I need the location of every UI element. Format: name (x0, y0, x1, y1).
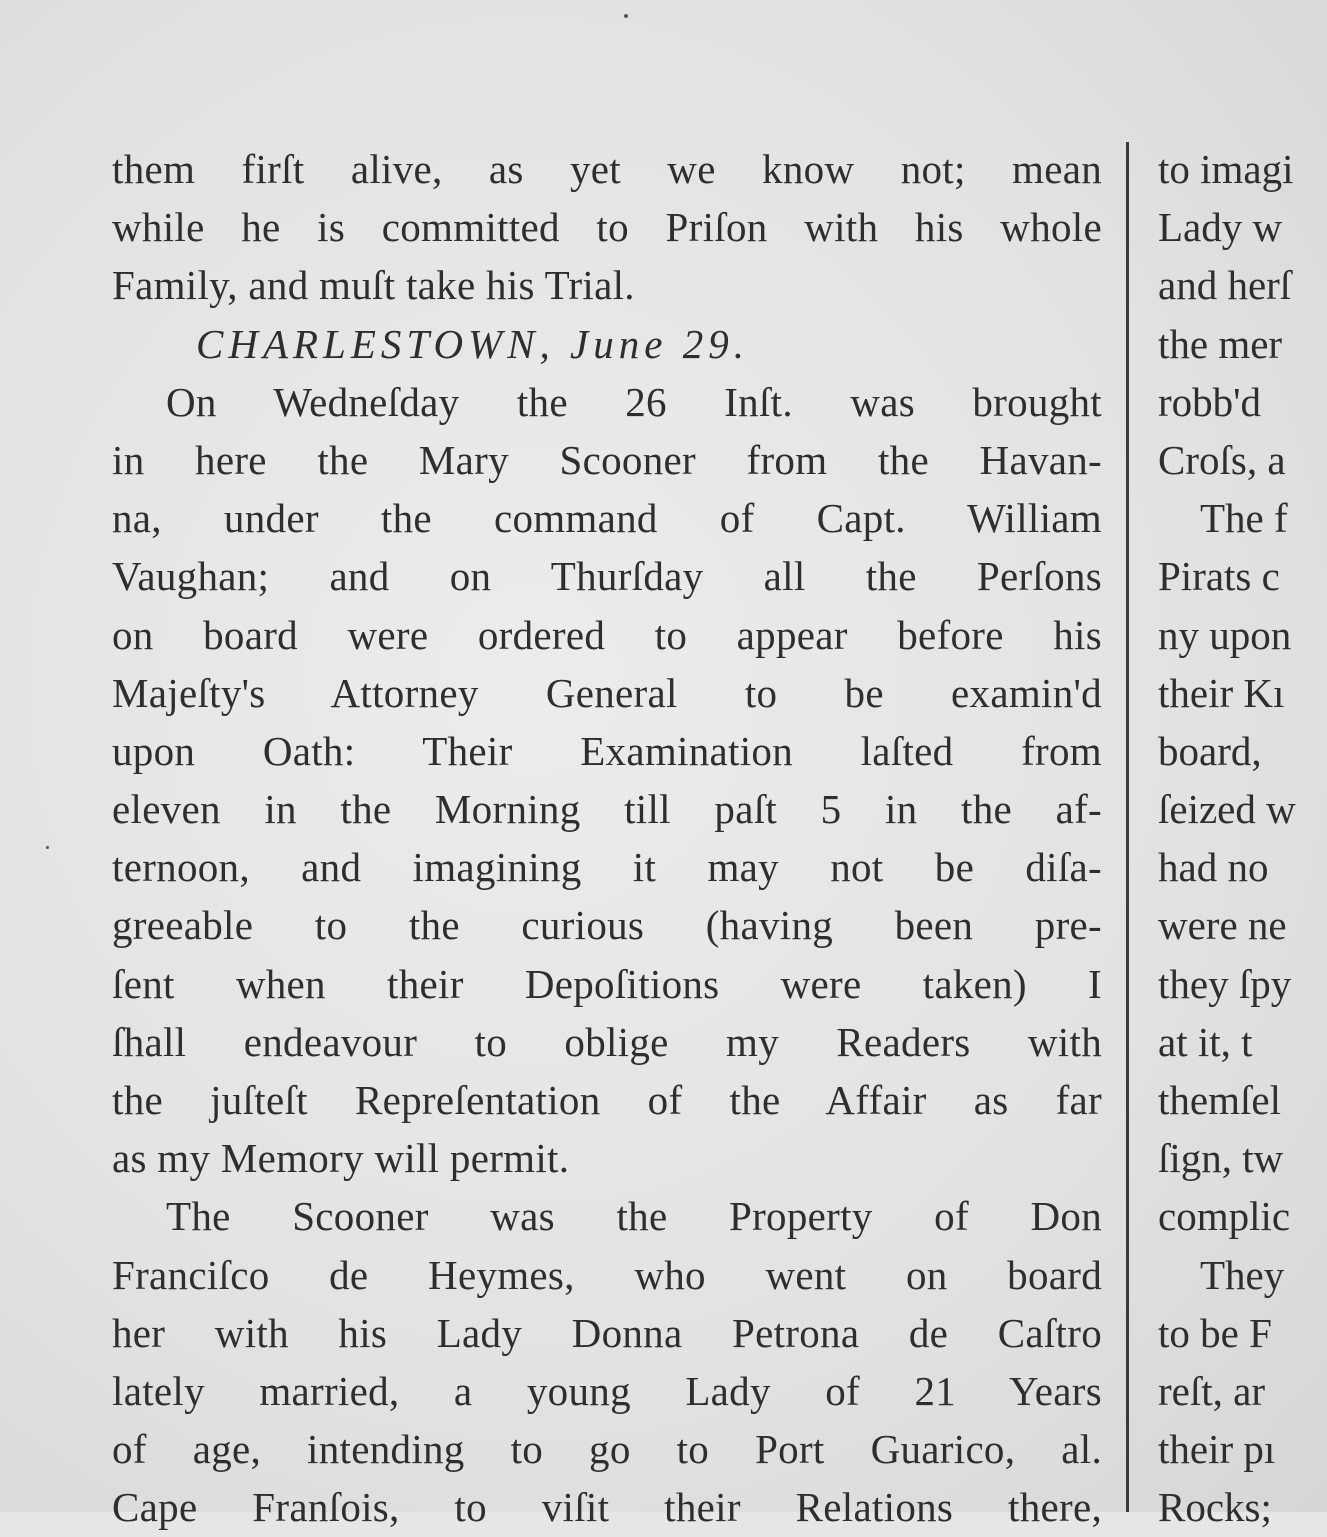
text-line: They (1200, 1251, 1285, 1298)
text-line: Vaughan; and on Thurſday all the Perſons (112, 553, 1102, 600)
text-line: to imagi (1158, 146, 1294, 192)
text-line: were ne (1158, 902, 1287, 949)
text-line: upon Oath: Their Examination laſted from (112, 727, 1102, 774)
text-line: Cape Franſois, to viſit their Relations there, (112, 1484, 1102, 1531)
text-line: ſhall endeavour to oblige my Readers with (112, 1018, 1102, 1065)
text-line: Croſs, a (1158, 436, 1286, 483)
text-line: The f (1200, 495, 1288, 542)
text-line: themſel (1158, 1077, 1281, 1123)
text-line: their pı (1158, 1426, 1276, 1473)
text-line: Family, and muſt take his Trial. (112, 262, 635, 309)
text-line: her with his Lady Donna Petrona de Caſtro (112, 1309, 1102, 1356)
text-line: Franciſco de Heymes, who went on board (112, 1251, 1102, 1298)
text-line: them firſt alive, as yet we know not; mean (112, 146, 1102, 192)
text-line: ſign, tw (1158, 1135, 1284, 1182)
text-line: eleven in the Morning till paſt 5 in the af- (112, 786, 1102, 833)
text-line: ſeized w (1158, 786, 1296, 833)
ink-speck (624, 14, 628, 18)
ink-speck (46, 846, 49, 849)
text-line: on board were ordered to appear before his (112, 611, 1102, 658)
text-line: in here the Mary Scooner from the Havan- (112, 436, 1102, 483)
text-line: na, under the command of Capt. William (112, 495, 1102, 542)
left-column (112, 140, 1102, 1537)
text-line: they ſpy (1158, 960, 1292, 1007)
text-line: the juſteſt Repreſentation of the Affair as far (112, 1077, 1102, 1123)
text-line: at it, t (1158, 1018, 1253, 1065)
text-line: board, (1158, 727, 1262, 774)
text-line: and herſ (1158, 262, 1292, 309)
text-line: complic (1158, 1193, 1291, 1240)
text-line: Majeſty's Attorney General to be examin'd (112, 669, 1102, 716)
text-line: the mer (1158, 320, 1283, 367)
text-line: as my Memory will permit. (112, 1135, 570, 1182)
text-line: On Wedneſday the 26 Inſt. was brought (166, 378, 1102, 425)
text-line: Rocks; (1158, 1484, 1272, 1531)
text-line: Lady w (1158, 204, 1283, 251)
text-line: lately married, a young Lady of 21 Years (112, 1367, 1102, 1414)
text-line: ſent when their Depoſitions were taken) I (112, 960, 1102, 1007)
text-line: reſt, ar (1158, 1367, 1265, 1414)
text-line: their Kı (1158, 669, 1285, 716)
text-line: of age, intending to go to Port Guarico, al. (112, 1426, 1102, 1473)
text-line: greeable to the curious (having been pre- (112, 902, 1102, 949)
dateline-heading: CHARLESTOWN, June 29. (196, 320, 749, 367)
text-line: The Scooner was the Property of Don (166, 1193, 1102, 1240)
text-line: ternoon, and imagining it may not be diſa- (112, 844, 1102, 891)
right-column (1158, 140, 1327, 1537)
text-line: while he is committed to Priſon with his whole (112, 204, 1102, 251)
column-divider (1126, 142, 1129, 1512)
text-line: had no (1158, 844, 1269, 891)
text-line: robb'd (1158, 378, 1262, 425)
text-line: ny upon (1158, 611, 1292, 658)
text-line: to be F (1158, 1309, 1272, 1356)
text-line: Pirats c (1158, 553, 1280, 600)
